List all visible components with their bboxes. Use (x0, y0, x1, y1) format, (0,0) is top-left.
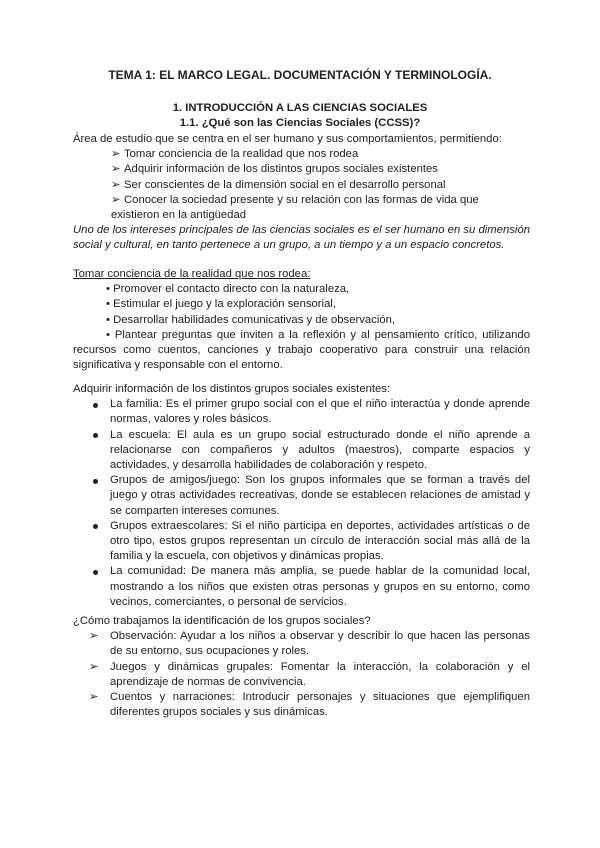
reality-heading: Tomar conciencia de la realidad que nos rodea: (73, 268, 311, 280)
bullet-icon (93, 570, 98, 575)
list-item-text: Observación: Ayudar a los niños a observar y describir lo que hacen las personas de su entorno, sus ocupaciones y roles. (110, 630, 530, 658)
arrow-icon: ➢ (111, 178, 121, 191)
list-item (73, 519, 530, 565)
how-list (73, 629, 530, 720)
list-item (73, 147, 530, 162)
section-heading: 1. INTRODUCCIÓN A LAS CIENCIAS SOCIALES (172, 102, 428, 114)
list-item (73, 397, 530, 427)
list-item-text: La comunidad: De manera más amplia, se puede hablar de la comunidad local, mostrando a los niños que existen otras personas y grupos en su entorno, como vecinos, comerciantes, o personal de servicios. (110, 565, 530, 608)
list-item: • Estimular el juego y la exploración sensorial, (106, 298, 337, 311)
list-item (73, 564, 530, 610)
intro-list (73, 147, 530, 223)
arrow-icon: ➢ (111, 148, 121, 161)
intro-text: Área de estudio que se centra en el ser humano y sus comportamientos, permitiendo: (73, 133, 502, 145)
bullet-icon (93, 479, 98, 484)
bullet-icon (93, 433, 98, 438)
document-title: TEMA 1: EL MARCO LEGAL. DOCUMENTACIÓN Y TERMINOLOGÍA. (108, 68, 492, 82)
bullet-icon (93, 403, 98, 408)
arrow-icon: ➢ (111, 163, 121, 176)
list-item-text: Conocer la sociedad presente y su relación con las formas de vida que existieron en la antigüedad (111, 193, 479, 222)
italic-note: Uno de los intereses principales de las ciencias sociales es el ser humano en su dimensión social y cultural, en tanto pertenece a un grupo, a un tiempo y a un espacio concretos. (73, 224, 530, 252)
arrow-icon: ➢ (89, 630, 99, 643)
reality-list (73, 282, 530, 373)
subsection-heading: 1.1. ¿Qué son las Ciencias Sociales (CCSS)? (179, 117, 421, 129)
arrow-icon: ➢ (89, 660, 99, 673)
list-item-text: Juegos y dinámicas grupales: Fomentar la interacción, la colaboración y el aprendizaje de normas de convivencia. (110, 660, 530, 688)
list-item-text: Ser conscientes de la dimensión social en el desarrollo personal (124, 178, 446, 191)
list-item: • Desarrollar habilidades comunicativas y de observación, (106, 313, 396, 326)
groups-heading: Adquirir información de los distintos grupos sociales existentes: (73, 383, 391, 395)
list-item (73, 473, 530, 519)
list-item: • Promover el contacto directo con la naturaleza, (106, 283, 350, 296)
list-item-text: Cuentos y narraciones: Introducir personajes y situaciones que ejemplifiquen diferentes grupos sociales y sus dinámicas. (110, 691, 530, 719)
list-item-text: Grupos de amigos/juego: Son los grupos informales que se forman a través del juego y otras actividades recreativas, donde se establecen relaciones de amistad y se comparten intereses comunes. (110, 474, 530, 517)
how-heading: ¿Cómo trabajamos la identificación de los grupos sociales? (73, 615, 371, 627)
list-item (73, 178, 530, 193)
list-item-text: Grupos extraescolares: Si el niño participa en deportes, actividades artísticas o de otro tipo, estos grupos representan un círculo de interacción social más allá de la familia y la escuela, con objetivos y dinámicas propias. (110, 519, 530, 563)
list-item (73, 428, 530, 474)
list-item (73, 193, 530, 223)
list-item-text: Adquirir información de los distintos grupos sociales existentes (124, 163, 438, 176)
arrow-icon: ➢ (111, 193, 121, 206)
arrow-icon: ➢ (89, 691, 99, 704)
list-item (73, 690, 530, 720)
list-item: • Plantear preguntas que inviten a la reflexión y al pensamiento crítico, utilizando recursos como cuentos, canciones y trabajo cooperativo para construir una relación significativa y responsable con el entorno. (73, 328, 530, 372)
groups-list (73, 397, 530, 610)
list-item (73, 660, 530, 690)
intro-block (73, 132, 530, 254)
bullet-icon (93, 524, 98, 529)
list-item-text: La escuela: El aula es un grupo social estructurado donde el niño aprende a relacionarse con compañeros y adultos (maestros), comparte espacios y actividades, y desarrolla habilidades de colaboración y respeto. (110, 428, 530, 472)
reality-block (73, 267, 530, 373)
list-item (73, 162, 530, 177)
list-item-text: La familia: Es el primer grupo social con el que el niño interactúa y donde aprende normas, valores y roles básicos. (110, 398, 530, 426)
how-block (73, 614, 530, 720)
list-item-text: Tomar conciencia de la realidad que nos rodea (124, 148, 359, 161)
list-item (73, 629, 530, 659)
groups-block (73, 382, 530, 610)
